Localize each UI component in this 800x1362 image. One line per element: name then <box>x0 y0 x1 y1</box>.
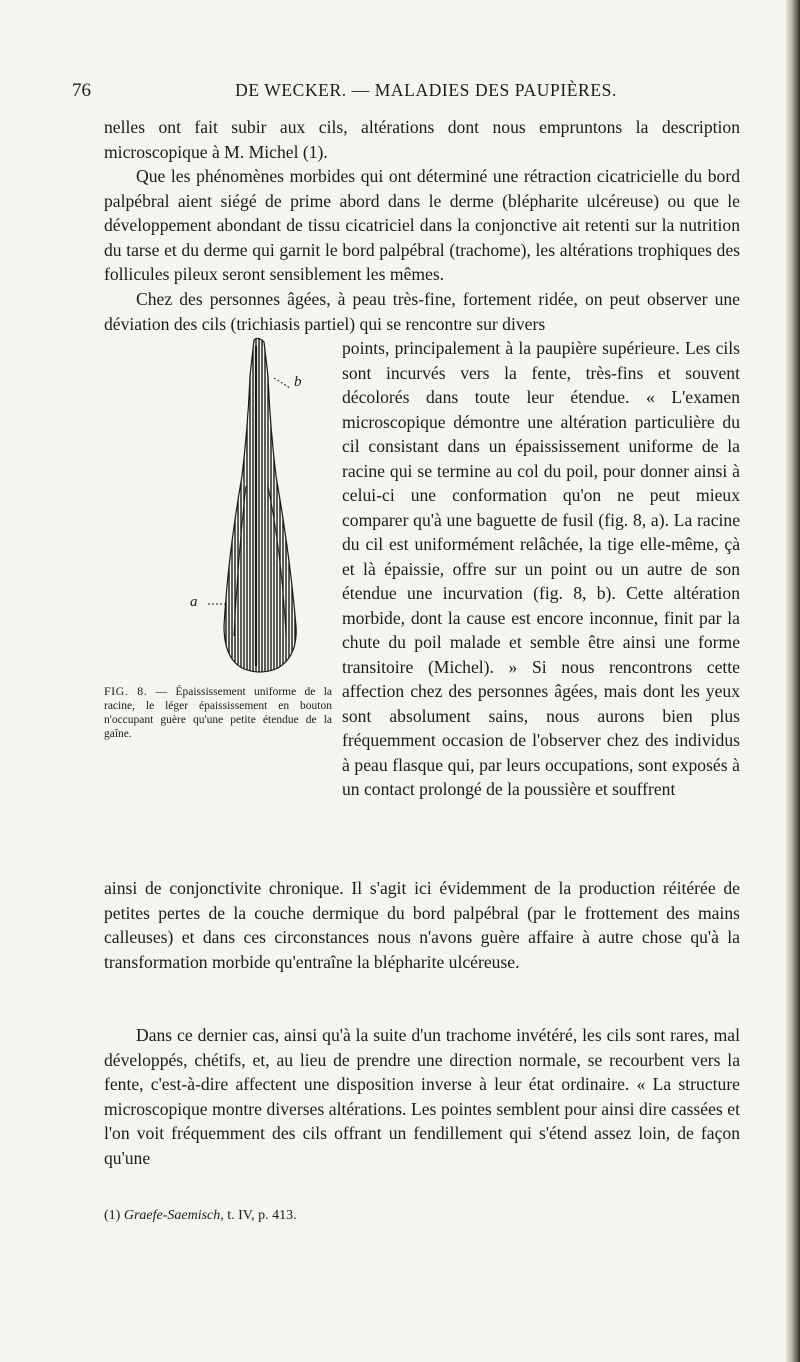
footnote-marker: (1) <box>104 1208 121 1223</box>
page-number: 76 <box>72 80 91 101</box>
figure-caption <box>104 684 332 741</box>
running-head: DE WECKER. — MALADIES DES PAUPIÈRES. <box>235 80 617 100</box>
footnote-ref: t. IV, p. 413. <box>227 1208 297 1223</box>
figure-label-a: a <box>190 594 198 610</box>
paragraph-3: Chez des personnes âgées, à peau très-fine, fortement ridée, on peut observer une déviation des cils (trichiasis partiel) qui se rencontre sur divers <box>104 289 740 334</box>
paragraph-1: nelles ont fait subir aux cils, altérations dont nous empruntons la description microscopique à M. Michel (1). <box>104 117 740 162</box>
paragraph-2: Que les phénomènes morbides qui ont déterminé une rétraction cicatricielle du bord palpébral aient siégé de prime abord dans le derme (blépharite ulcéreuse) ou que le développement abondant de tissu cicatriciel dans la conjonctive ait retenti sur la nutrition du tarse et du derme qui garnit le bord palpébral (trachome), les altérations trophiques des follicules pileux seront sensiblement les mêmes. <box>104 166 740 284</box>
figure-8-eyelash-illustration <box>190 336 322 676</box>
figure-label-b: b <box>294 374 302 390</box>
eyelash-root-drawing <box>198 336 322 676</box>
label-b-pointer <box>274 378 290 388</box>
figure-number: FIG. 8. <box>104 684 148 698</box>
paragraph-5: Dans ce dernier cas, ainsi qu'à la suite d'un trachome invétéré, les cils sont rares, mal développés, chétifs, et, au lieu de prendre une direction normale, se recourbent vers la fente, c'est-à-dire affectent une disposition inverse à leur état ordinaire. « La structure microscopique montre diverses altérations. Les pointes semblent pour ainsi dire cassées et l'on voit fréquemment des cils offrant un fendillement qui s'étend assez loin, de façon qu'une <box>104 1025 740 1168</box>
paragraph-4: ainsi de conjonctivite chronique. Il s'agit ici évidemment de la production réitérée de petites pertes de la couche dermique du bord palpébral (par le frottement des mains calleuses) et dans ces circonstances nous n'avons guère affaire à autre chose qu'à la transformation morbide qu'entraîne la blépharite ulcéreuse. <box>104 878 740 972</box>
paragraph-3-wrapped: points, principalement à la paupière supérieure. Les cils sont incurvés vers la fente, très-fins et souvent décolorés dans toute leur étendue. « L'examen microscopique démontre une altération particulière du cil consistant dans un épaississement uniforme de la racine qui se termine au col du poil, pour donner ainsi à celui-ci une conformation qu'on ne peut mieux comparer qu'à une baguette de fusil (fig. 8, a). La racine du cil est uniformément relâchée, la tige elle-même, çà et là épaissie, offre sur un point ou un autre de son étendue une incurvation (fig. 8, b). Cette altération morbide, dont la cause est encore inconnue, finit par la chute du poil malade et semble être ainsi une forme transitoire (Michel). » Si nous rencontrons cette affection chez des personnes âgées, mais dont les yeux sont absolument sains, nous aurons bien plus fréquemment occasion de l'observer chez des individus à peau flasque qui, par leurs occupations, sont exposés à un contact prolongé de la poussière et souffrent <box>342 338 740 799</box>
page-header <box>72 80 740 104</box>
page-edge-shadow <box>786 0 800 1362</box>
footnote <box>104 1208 297 1224</box>
figure-caption-text: — Épaississement uniforme de la racine, le léger épaississement en bouton n'occupant guère qu'une petite étendue de la gaîne. <box>104 686 333 740</box>
footnote-source: Graefe-Saemisch, <box>123 1208 224 1223</box>
